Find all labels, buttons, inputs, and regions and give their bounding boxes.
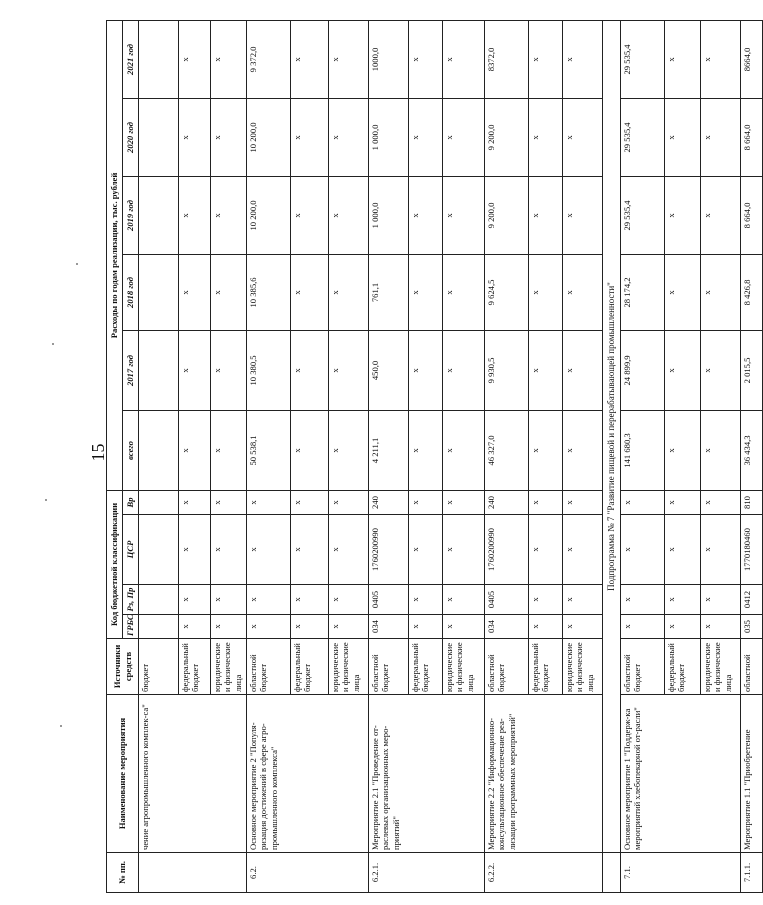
grbs-cell: 034 — [485, 615, 529, 639]
csr-cell: x — [529, 515, 563, 585]
expense-cell: x — [409, 20, 443, 98]
vr-cell: 810 — [741, 490, 763, 514]
grbs-cell: 034 — [369, 615, 409, 639]
expense-cell: x — [291, 20, 329, 98]
table-row — [741, 20, 763, 892]
expense-cell: x — [563, 254, 603, 330]
expense-cell: 28 174,2 — [621, 254, 665, 330]
expense-cell: x — [211, 176, 247, 254]
expense-cell: x — [443, 254, 485, 330]
expense-cell — [139, 254, 179, 330]
grbs-cell: x — [701, 615, 741, 639]
source-cell: бюджет — [139, 639, 179, 695]
expense-cell: x — [443, 20, 485, 98]
expense-cell: x — [179, 254, 211, 330]
grbs-cell: x — [665, 615, 701, 639]
vr-cell: x — [329, 490, 369, 514]
grbs-cell: 035 — [741, 615, 763, 639]
grbs-cell: x — [409, 615, 443, 639]
expense-cell: 29 535,4 — [621, 20, 665, 98]
table-body — [139, 20, 763, 892]
expense-cell: x — [563, 176, 603, 254]
item-name: чение агропромышленного комплек-са" — [139, 695, 247, 853]
expense-cell: x — [329, 98, 369, 176]
expense-cell: x — [529, 176, 563, 254]
header-2019: 2019 год — [123, 176, 139, 254]
source-cell: юридические и физические лица — [211, 639, 247, 695]
source-cell: федеральный бюджет — [529, 639, 563, 695]
expense-cell: 8 426,8 — [741, 254, 763, 330]
rzpr-cell: x — [409, 585, 443, 615]
expense-cell: x — [329, 410, 369, 490]
source-cell: федеральный бюджет — [291, 639, 329, 695]
rzpr-cell: x — [529, 585, 563, 615]
expense-cell: 450,0 — [369, 330, 409, 410]
expense-cell: x — [701, 98, 741, 176]
expense-cell: x — [665, 330, 701, 410]
vr-cell: 240 — [369, 490, 409, 514]
expense-cell: x — [329, 20, 369, 98]
scan-speck — [52, 343, 54, 345]
rzpr-cell: x — [701, 585, 741, 615]
expense-cell: 761,1 — [369, 254, 409, 330]
expense-cell: 9 200,0 — [485, 176, 529, 254]
expense-cell: x — [329, 330, 369, 410]
rzpr-cell: x — [563, 585, 603, 615]
source-cell: областной бюджет — [247, 639, 291, 695]
rzpr-cell: 0405 — [485, 585, 529, 615]
expense-cell: x — [291, 254, 329, 330]
expense-cell: x — [529, 20, 563, 98]
expense-cell: x — [443, 330, 485, 410]
program-no-cell — [603, 853, 621, 893]
item-name: Основное мероприятие 1 "Поддерж-ка мероприятий хлебопекарной от-расли" — [621, 695, 741, 853]
vr-cell: 240 — [485, 490, 529, 514]
rzpr-cell: x — [443, 585, 485, 615]
csr-cell: x — [563, 515, 603, 585]
header-codes-group: Код бюджетной классификации — [107, 490, 123, 638]
header-2018: 2018 год — [123, 254, 139, 330]
csr-cell: 1760200990 — [369, 515, 409, 585]
expense-cell: x — [665, 410, 701, 490]
source-cell: федеральный бюджет — [665, 639, 701, 695]
expense-cell: x — [179, 410, 211, 490]
grbs-cell: x — [247, 615, 291, 639]
expense-cell — [139, 20, 179, 98]
expense-cell: x — [665, 254, 701, 330]
table-header-row — [107, 20, 123, 892]
expense-cell: x — [211, 254, 247, 330]
expense-cell: 1 000,0 — [369, 98, 409, 176]
grbs-cell: x — [291, 615, 329, 639]
item-number: 7.1. — [621, 853, 741, 893]
expense-cell — [139, 330, 179, 410]
item-name: Основное мероприятие 2 "Популя-ризация достижений в сфере агро-промышленного комплекса" — [247, 695, 369, 853]
vr-cell: x — [665, 490, 701, 514]
expense-cell: x — [443, 176, 485, 254]
scan-speck — [45, 499, 47, 501]
header-no: № пп. — [107, 853, 139, 893]
expense-cell: x — [529, 330, 563, 410]
header-csr: ЦСР — [123, 515, 139, 585]
header-2021: 2021 год — [123, 20, 139, 98]
csr-cell: x — [701, 515, 741, 585]
expense-cell: x — [291, 330, 329, 410]
source-cell: юридические и физические лица — [701, 639, 741, 695]
expense-cell: 24 899,9 — [621, 330, 665, 410]
rzpr-cell: x — [621, 585, 665, 615]
source-cell: федеральный бюджет — [179, 639, 211, 695]
expense-cell: x — [409, 254, 443, 330]
program-row — [603, 20, 621, 892]
expense-cell: 1 000,0 — [369, 176, 409, 254]
expense-cell: x — [409, 330, 443, 410]
expense-cell: x — [409, 410, 443, 490]
expense-cell: x — [701, 410, 741, 490]
source-cell: федеральный бюджет — [409, 639, 443, 695]
csr-cell: x — [443, 515, 485, 585]
expense-cell: x — [529, 98, 563, 176]
header-2017: 2017 год — [123, 330, 139, 410]
grbs-cell: x — [563, 615, 603, 639]
item-name: Мероприятие 2.2 "Информационно-консультационное обеспечение реа-лизации программных мероприятий" — [485, 695, 603, 853]
expense-cell: 50 538,1 — [247, 410, 291, 490]
rzpr-cell — [139, 585, 179, 615]
expense-cell: x — [665, 176, 701, 254]
budget-table — [106, 20, 763, 893]
csr-cell: x — [179, 515, 211, 585]
table-row — [139, 20, 179, 892]
rzpr-cell: x — [665, 585, 701, 615]
expense-cell: x — [211, 330, 247, 410]
expense-cell: 1000,0 — [369, 20, 409, 98]
header-expenses-group: Расходы по годам реализации, тыс. рублей — [107, 20, 123, 490]
expense-cell: 29 535,4 — [621, 176, 665, 254]
expense-cell: 8 664,0 — [741, 98, 763, 176]
expense-cell: x — [291, 98, 329, 176]
expense-cell: x — [179, 98, 211, 176]
expense-cell: 8372,0 — [485, 20, 529, 98]
expense-cell: x — [179, 176, 211, 254]
expense-cell: x — [563, 20, 603, 98]
expense-cell: x — [701, 176, 741, 254]
item-number: 7.1.1. — [741, 853, 763, 893]
source-cell: областной бюджет — [621, 639, 665, 695]
expense-cell — [139, 410, 179, 490]
rzpr-cell: x — [211, 585, 247, 615]
grbs-cell: x — [443, 615, 485, 639]
source-cell: юридические и физические лица — [329, 639, 369, 695]
expense-cell: 10 385,6 — [247, 254, 291, 330]
csr-cell — [139, 515, 179, 585]
vr-cell: x — [247, 490, 291, 514]
grbs-cell — [139, 615, 179, 639]
grbs-cell: x — [529, 615, 563, 639]
grbs-cell: x — [621, 615, 665, 639]
expense-cell — [139, 176, 179, 254]
expense-cell: 36 434,3 — [741, 410, 763, 490]
expense-cell: x — [443, 410, 485, 490]
item-name: Мероприятие 2.1 "Проведение от-раслевых организационных меро-приятий" — [369, 695, 485, 853]
rzpr-cell: 0412 — [741, 585, 763, 615]
expense-cell: x — [665, 20, 701, 98]
expense-cell: x — [443, 98, 485, 176]
csr-cell: x — [665, 515, 701, 585]
vr-cell: x — [621, 490, 665, 514]
header-source: Источники средств — [107, 639, 139, 695]
expense-cell: x — [211, 410, 247, 490]
csr-cell: x — [247, 515, 291, 585]
expense-cell: x — [409, 98, 443, 176]
table-row — [621, 20, 665, 892]
csr-cell: 1760200990 — [485, 515, 529, 585]
rzpr-cell: 0405 — [369, 585, 409, 615]
expense-cell: 9 624,5 — [485, 254, 529, 330]
expense-cell: 9 372,0 — [247, 20, 291, 98]
expense-cell: x — [291, 176, 329, 254]
vr-cell: x — [291, 490, 329, 514]
table-row — [485, 20, 529, 892]
vr-cell: x — [701, 490, 741, 514]
item-number: 6.2.1. — [369, 853, 485, 893]
expense-cell: 46 327,0 — [485, 410, 529, 490]
header-vr: Вр — [123, 490, 139, 514]
expense-cell: x — [701, 254, 741, 330]
header-name: Наименование мероприятия — [107, 695, 139, 853]
expense-cell: x — [563, 98, 603, 176]
source-cell: юридические и физические лица — [443, 639, 485, 695]
rzpr-cell: x — [247, 585, 291, 615]
source-cell: областной бюджет — [369, 639, 409, 695]
expense-cell: 8664,0 — [741, 20, 763, 98]
vr-cell: x — [211, 490, 247, 514]
expense-cell: 10 200,0 — [247, 176, 291, 254]
expense-cell: x — [529, 410, 563, 490]
header-2020: 2020 год — [123, 98, 139, 176]
expense-cell: x — [701, 20, 741, 98]
vr-cell: x — [529, 490, 563, 514]
expense-cell: x — [563, 410, 603, 490]
expense-cell: 9 930,5 — [485, 330, 529, 410]
expense-cell: x — [409, 176, 443, 254]
vr-cell: x — [409, 490, 443, 514]
page-number: 15 — [88, 443, 108, 462]
expense-cell: x — [329, 254, 369, 330]
item-number: 6.2.2. — [485, 853, 603, 893]
expense-cell: 29 535,4 — [621, 98, 665, 176]
grbs-cell: x — [179, 615, 211, 639]
vr-cell: x — [563, 490, 603, 514]
item-number — [139, 853, 247, 893]
header-total: всего — [123, 410, 139, 490]
table-row — [369, 20, 409, 892]
vr-cell — [139, 490, 179, 514]
table-row — [247, 20, 291, 892]
expense-cell: 8 664,0 — [741, 176, 763, 254]
rzpr-cell: x — [291, 585, 329, 615]
csr-cell: x — [291, 515, 329, 585]
rzpr-cell: x — [179, 585, 211, 615]
vr-cell: x — [443, 490, 485, 514]
csr-cell: x — [329, 515, 369, 585]
source-cell: юридические и физические лица — [563, 639, 603, 695]
expense-cell: 4 211,1 — [369, 410, 409, 490]
expense-cell: 141 680,3 — [621, 410, 665, 490]
expense-cell: x — [211, 20, 247, 98]
item-name: Мероприятие 1.1 "Приобретение — [741, 695, 763, 853]
expense-cell: x — [329, 176, 369, 254]
csr-cell: x — [621, 515, 665, 585]
item-number: 6.2. — [247, 853, 369, 893]
scan-speck — [60, 725, 62, 727]
grbs-cell: x — [211, 615, 247, 639]
program-title: Подпрограмма № 7 "Развитие пищевой и перерабатывающей промышленности" — [603, 20, 621, 852]
source-cell: областной бюджет — [485, 639, 529, 695]
expense-cell: x — [529, 254, 563, 330]
csr-cell: x — [211, 515, 247, 585]
header-grbs: ГРБС — [123, 615, 139, 639]
expense-cell: x — [179, 20, 211, 98]
vr-cell: x — [179, 490, 211, 514]
csr-cell: 1770180460 — [741, 515, 763, 585]
expense-cell: x — [563, 330, 603, 410]
expense-cell — [139, 98, 179, 176]
expense-cell: 10 380,5 — [247, 330, 291, 410]
expense-cell: x — [665, 98, 701, 176]
expense-cell: 10 200,0 — [247, 98, 291, 176]
grbs-cell: x — [329, 615, 369, 639]
expense-cell: x — [211, 98, 247, 176]
expense-cell: 9 200,0 — [485, 98, 529, 176]
rzpr-cell: x — [329, 585, 369, 615]
expense-cell: x — [179, 330, 211, 410]
csr-cell: x — [409, 515, 443, 585]
source-cell: областной — [741, 639, 763, 695]
expense-cell: 2 015,5 — [741, 330, 763, 410]
header-rzpr: Рз, Пр — [123, 585, 139, 615]
expense-cell: x — [701, 330, 741, 410]
scan-speck — [76, 263, 78, 265]
expense-cell: x — [291, 410, 329, 490]
